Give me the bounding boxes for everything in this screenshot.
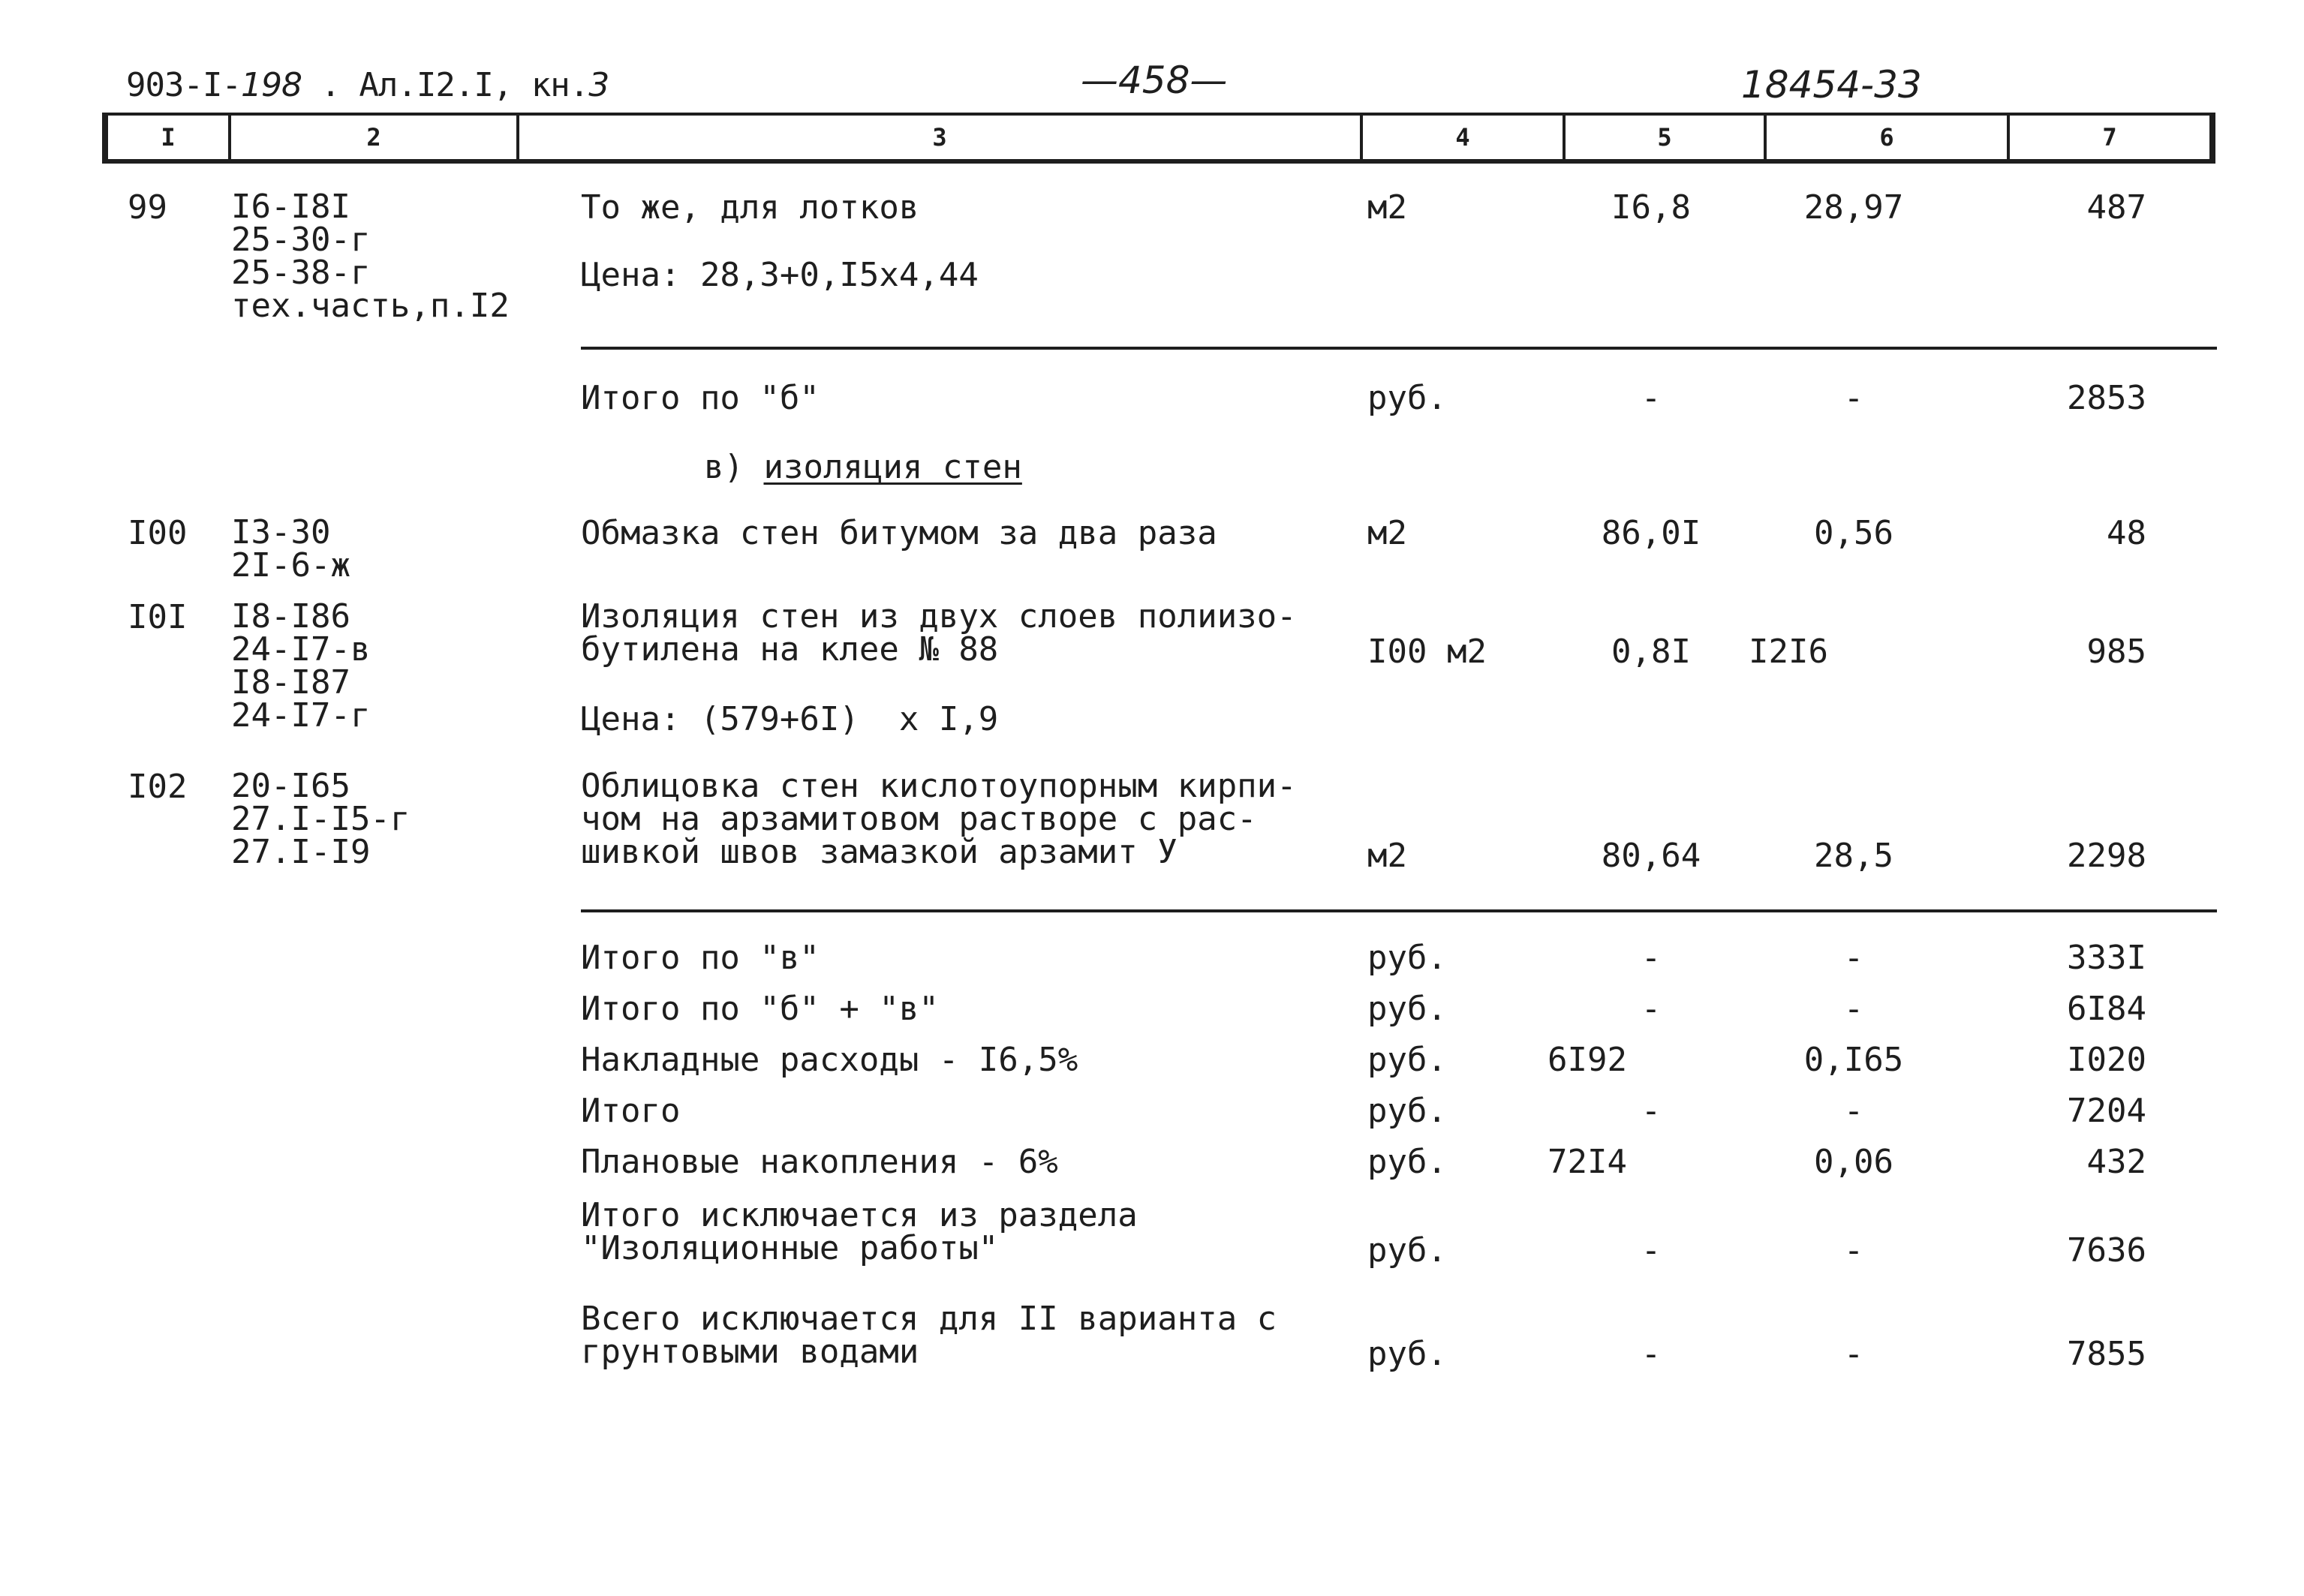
norm-codes: [231, 767, 411, 871]
unit-price: -: [1843, 1092, 1864, 1130]
unit-price: -: [1843, 379, 1864, 417]
unit: руб.: [1367, 1143, 1447, 1181]
unit-price: 0,I65: [1803, 1041, 1904, 1079]
norm-code: 24-I7-в: [231, 630, 371, 669]
quantity: I6,8: [1611, 188, 1691, 227]
description-line: Облицовка стен кислотоупорным кирпи-: [581, 767, 1297, 805]
quantity: -: [1641, 1231, 1662, 1270]
total-label: Итого: [581, 1092, 681, 1130]
total-cost: 432: [2086, 1143, 2146, 1181]
quantity: 86,0I: [1601, 514, 1701, 552]
quantity: -: [1641, 1335, 1662, 1373]
unit: м2: [1367, 514, 1407, 552]
column-header-7: 7: [2102, 123, 2117, 152]
total-label-line: Итого исключается из раздела: [581, 1196, 1138, 1234]
work-description: То же, для лотков: [581, 188, 919, 227]
norm-code: 2I-6-ж: [231, 546, 350, 585]
column-header-bar: [102, 113, 2215, 164]
norm-code: I8-I87: [231, 663, 350, 702]
divider-line: [581, 909, 2217, 912]
work-description: [581, 597, 1297, 669]
total-label: [581, 1300, 1277, 1371]
quantity: 6I92: [1548, 1041, 1627, 1079]
subtotal-label: Итого по "б": [581, 379, 820, 417]
total-cost: 6I84: [2067, 990, 2146, 1028]
unit-price: 28,97: [1803, 188, 1904, 227]
row-number: I0I: [128, 598, 188, 636]
unit-price: 0,56: [1814, 514, 1893, 552]
doc-ref-prefix: 903-I-: [126, 66, 241, 104]
unit: м2: [1367, 188, 1407, 227]
quantity: -: [1641, 1092, 1662, 1130]
unit: руб.: [1367, 990, 1447, 1028]
unit-price: -: [1843, 1335, 1864, 1373]
norm-code: 25-38-г: [231, 254, 371, 292]
total-label: [581, 1196, 1138, 1267]
quantity: 0,8I: [1611, 633, 1691, 671]
unit-price: -: [1843, 990, 1864, 1028]
doc-ref-rest: . Ал.I2.I, кн.: [301, 66, 589, 104]
row-number: I02: [128, 768, 188, 806]
book-number: 3: [588, 66, 609, 104]
total-cost: 48: [2107, 514, 2146, 552]
description-line: Изоляция стен из двух слоев полиизо-: [581, 597, 1297, 636]
doc-ref-handwritten: 198: [240, 66, 302, 104]
unit: руб.: [1367, 1041, 1447, 1079]
total-cost: 985: [2086, 633, 2146, 671]
description-line: чом на арзамитовом растворе с рас-: [581, 800, 1257, 838]
row-number: I00: [128, 514, 188, 552]
total-label-line: грунтовыми водами: [581, 1333, 919, 1371]
total-cost: 487: [2086, 188, 2146, 227]
column-header-3: 3: [932, 123, 947, 152]
price-note: Цена: 28,3+0,I5х4,44: [581, 256, 979, 294]
work-description: Обмазка стен битумом за два раза: [581, 514, 1217, 552]
column-header-4: 4: [1455, 123, 1470, 152]
total-cost: 2298: [2067, 837, 2146, 875]
quantity: -: [1641, 939, 1662, 977]
section-heading: [704, 450, 1022, 485]
norm-codes: [231, 188, 510, 325]
column-header-1: I: [161, 123, 176, 152]
norm-codes: [231, 597, 371, 735]
norm-code: тех.часть,п.I2: [231, 287, 510, 325]
total-label-line: Всего исключается для II варианта с: [581, 1300, 1277, 1338]
section-letter: в): [704, 448, 744, 486]
norm-code: 25-30-г: [231, 221, 371, 259]
norm-code: I3-30: [231, 513, 331, 552]
norm-code: 27.I-I9: [231, 833, 371, 871]
total-cost: 333I: [2067, 939, 2146, 977]
unit: руб.: [1367, 379, 1447, 417]
norm-code: I6-I8I: [231, 188, 350, 226]
norm-codes: [231, 513, 350, 585]
description-line: бутилена на клее № 88: [581, 630, 999, 669]
divider-line: [581, 347, 2217, 350]
norm-code: 24-I7-г: [231, 696, 371, 735]
unit: I00 м2: [1367, 633, 1487, 671]
document-reference: [126, 66, 609, 104]
total-label: Итого по "б" + "в": [581, 990, 939, 1028]
norm-code: 20-I65: [231, 767, 350, 805]
unit-price: -: [1843, 939, 1864, 977]
section-title: изоляция стен: [763, 448, 1022, 486]
column-header-6: 6: [1879, 123, 1894, 152]
inventory-number: 18454-33: [1741, 63, 1922, 107]
unit-price: 0,06: [1814, 1143, 1893, 1181]
unit: руб.: [1367, 939, 1447, 977]
total-cost: 7636: [2067, 1231, 2146, 1270]
quantity: -: [1641, 379, 1662, 417]
norm-code: 27.I-I5-г: [231, 800, 411, 838]
total-label: Плановые накопления - 6%: [581, 1143, 1058, 1181]
column-header-2: 2: [366, 123, 381, 152]
unit: руб.: [1367, 1335, 1447, 1373]
total-label: Накладные расходы - I6,5%: [581, 1041, 1078, 1079]
quantity: 72I4: [1548, 1143, 1627, 1181]
quantity: 80,64: [1601, 837, 1701, 875]
unit-price: 28,5: [1814, 837, 1893, 875]
total-cost: 2853: [2067, 379, 2146, 417]
unit-price: I2I6: [1749, 633, 1828, 671]
total-cost: 7204: [2067, 1092, 2146, 1130]
total-cost: 7855: [2067, 1335, 2146, 1373]
work-description: [581, 767, 1297, 871]
norm-code: I8-I86: [231, 597, 350, 636]
column-header-5: 5: [1657, 123, 1672, 152]
total-label: Итого по "в": [581, 939, 820, 977]
unit: м2: [1367, 837, 1407, 875]
unit-price: -: [1843, 1231, 1864, 1270]
row-number: 99: [128, 188, 167, 227]
price-note: Цена: (579+6I) х I,9: [581, 700, 999, 738]
unit: руб.: [1367, 1231, 1447, 1270]
unit: руб.: [1367, 1092, 1447, 1130]
total-label-line: "Изоляционные работы": [581, 1229, 999, 1267]
description-line: шивкой швов замазкой арзамит У: [581, 833, 1178, 871]
total-cost: I020: [2067, 1041, 2146, 1079]
quantity: -: [1641, 990, 1662, 1028]
page-number: —458—: [1081, 59, 1228, 102]
